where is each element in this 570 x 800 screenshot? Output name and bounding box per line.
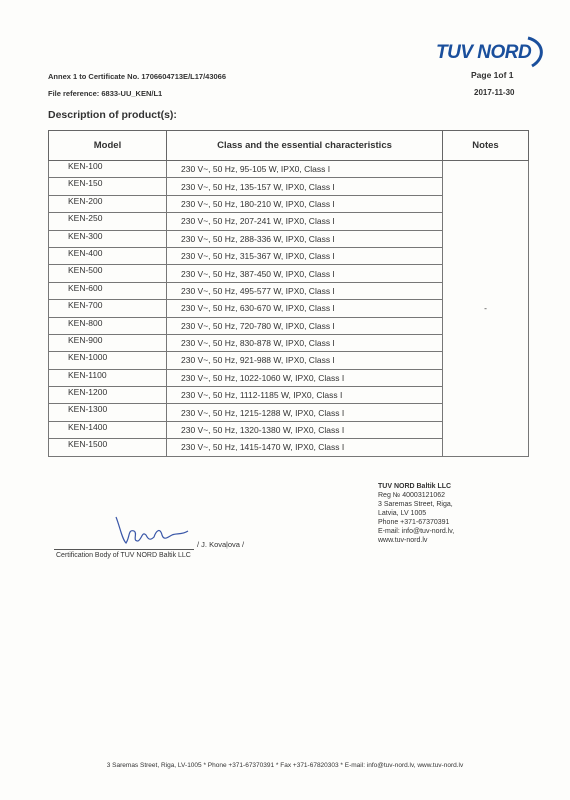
tuv-nord-logo xyxy=(436,36,546,72)
signer-name: / J. Kovaļova / xyxy=(197,540,245,549)
model-cell: KEN-400 xyxy=(49,247,167,264)
model-cell: KEN-1300 xyxy=(49,404,167,421)
company-country: Latvia, LV 1005 xyxy=(378,510,427,517)
characteristics-cell: 230 V~, 50 Hz, 921-988 W, IPX0, Class I xyxy=(167,352,443,369)
company-reg: Reg № 40003121062 xyxy=(378,492,446,499)
table-header-row xyxy=(49,131,529,161)
model-cell: KEN-600 xyxy=(49,282,167,299)
model-cell: KEN-250 xyxy=(49,213,167,230)
characteristics-cell: 230 V~, 50 Hz, 288-336 W, IPX0, Class I xyxy=(167,230,443,247)
company-web: www.tuv-nord.lv xyxy=(378,537,428,544)
model-cell: KEN-1000 xyxy=(49,352,167,369)
characteristics-cell: 230 V~, 50 Hz, 495-577 W, IPX0, Class I xyxy=(167,282,443,299)
characteristics-cell: 230 V~, 50 Hz, 720-780 W, IPX0, Class I xyxy=(167,317,443,334)
characteristics-cell: 230 V~, 50 Hz, 315-367 W, IPX0, Class I xyxy=(167,247,443,264)
description-title: Description of product(s): xyxy=(48,109,177,121)
logo-text: TUV NORD xyxy=(436,42,532,63)
annex-reference: Annex 1 to Certificate No. 1706604713E/L17/43066 xyxy=(48,72,227,81)
characteristics-cell: 230 V~, 50 Hz, 387-450 W, IPX0, Class I xyxy=(167,265,443,282)
model-cell: KEN-1200 xyxy=(49,387,167,404)
document-date: 2017-11-30 xyxy=(474,88,515,97)
signature-line xyxy=(54,549,194,550)
characteristics-cell: 230 V~, 50 Hz, 180-210 W, IPX0, Class I xyxy=(167,195,443,212)
col-header-notes: Notes xyxy=(443,131,529,161)
file-reference: File reference: 6833-UU_KEN/L1 xyxy=(48,89,163,98)
model-cell: KEN-700 xyxy=(49,300,167,317)
page-footer: 3 Saremas Street, Riga, LV-1005 * Phone +371-67370391 * Fax +371-67820303 * E-mail: info@tuv-nord.lv, www.tuv-nord.lv xyxy=(106,762,464,769)
page-number: Page 1of 1 xyxy=(471,70,514,80)
company-name: TUV NORD Baltik LLC xyxy=(378,483,452,490)
model-cell: KEN-300 xyxy=(49,230,167,247)
company-address-block xyxy=(378,482,454,545)
model-cell: KEN-100 xyxy=(49,161,167,178)
col-header-characteristics: Class and the essential characteristics xyxy=(167,131,443,161)
model-cell: KEN-1100 xyxy=(49,369,167,386)
characteristics-cell: 230 V~, 50 Hz, 1022-1060 W, IPX0, Class I xyxy=(167,369,443,386)
notes-cell: - xyxy=(443,161,529,457)
certification-body-caption: Certification Body of TUV NORD Baltik LLC xyxy=(56,552,191,559)
col-header-model: Model xyxy=(49,131,167,161)
model-cell: KEN-200 xyxy=(49,195,167,212)
characteristics-cell: 230 V~, 50 Hz, 830-878 W, IPX0, Class I xyxy=(167,334,443,351)
table-row xyxy=(49,161,529,178)
model-cell: KEN-900 xyxy=(49,334,167,351)
model-cell: KEN-500 xyxy=(49,265,167,282)
characteristics-cell: 230 V~, 50 Hz, 1415-1470 W, IPX0, Class I xyxy=(167,439,443,456)
characteristics-cell: 230 V~, 50 Hz, 95-105 W, IPX0, Class I xyxy=(167,161,443,178)
company-street: 3 Saremas Street, Riga, xyxy=(378,501,453,508)
characteristics-cell: 230 V~, 50 Hz, 630-670 W, IPX0, Class I xyxy=(167,300,443,317)
model-cell: KEN-800 xyxy=(49,317,167,334)
model-cell: KEN-150 xyxy=(49,178,167,195)
characteristics-cell: 230 V~, 50 Hz, 1320-1380 W, IPX0, Class I xyxy=(167,421,443,438)
handwritten-signature xyxy=(112,513,192,547)
company-email: E-mail: info@tuv-nord.lv, xyxy=(378,528,455,535)
model-cell: KEN-1400 xyxy=(49,421,167,438)
characteristics-cell: 230 V~, 50 Hz, 1215-1288 W, IPX0, Class I xyxy=(167,404,443,421)
company-phone: Phone +371-67370391 xyxy=(378,519,450,526)
products-table xyxy=(48,130,529,457)
logo-arc-icon xyxy=(436,36,546,72)
characteristics-cell: 230 V~, 50 Hz, 207-241 W, IPX0, Class I xyxy=(167,213,443,230)
characteristics-cell: 230 V~, 50 Hz, 135-157 W, IPX0, Class I xyxy=(167,178,443,195)
model-cell: KEN-1500 xyxy=(49,439,167,456)
characteristics-cell: 230 V~, 50 Hz, 1112-1185 W, IPX0, Class I xyxy=(167,387,443,404)
